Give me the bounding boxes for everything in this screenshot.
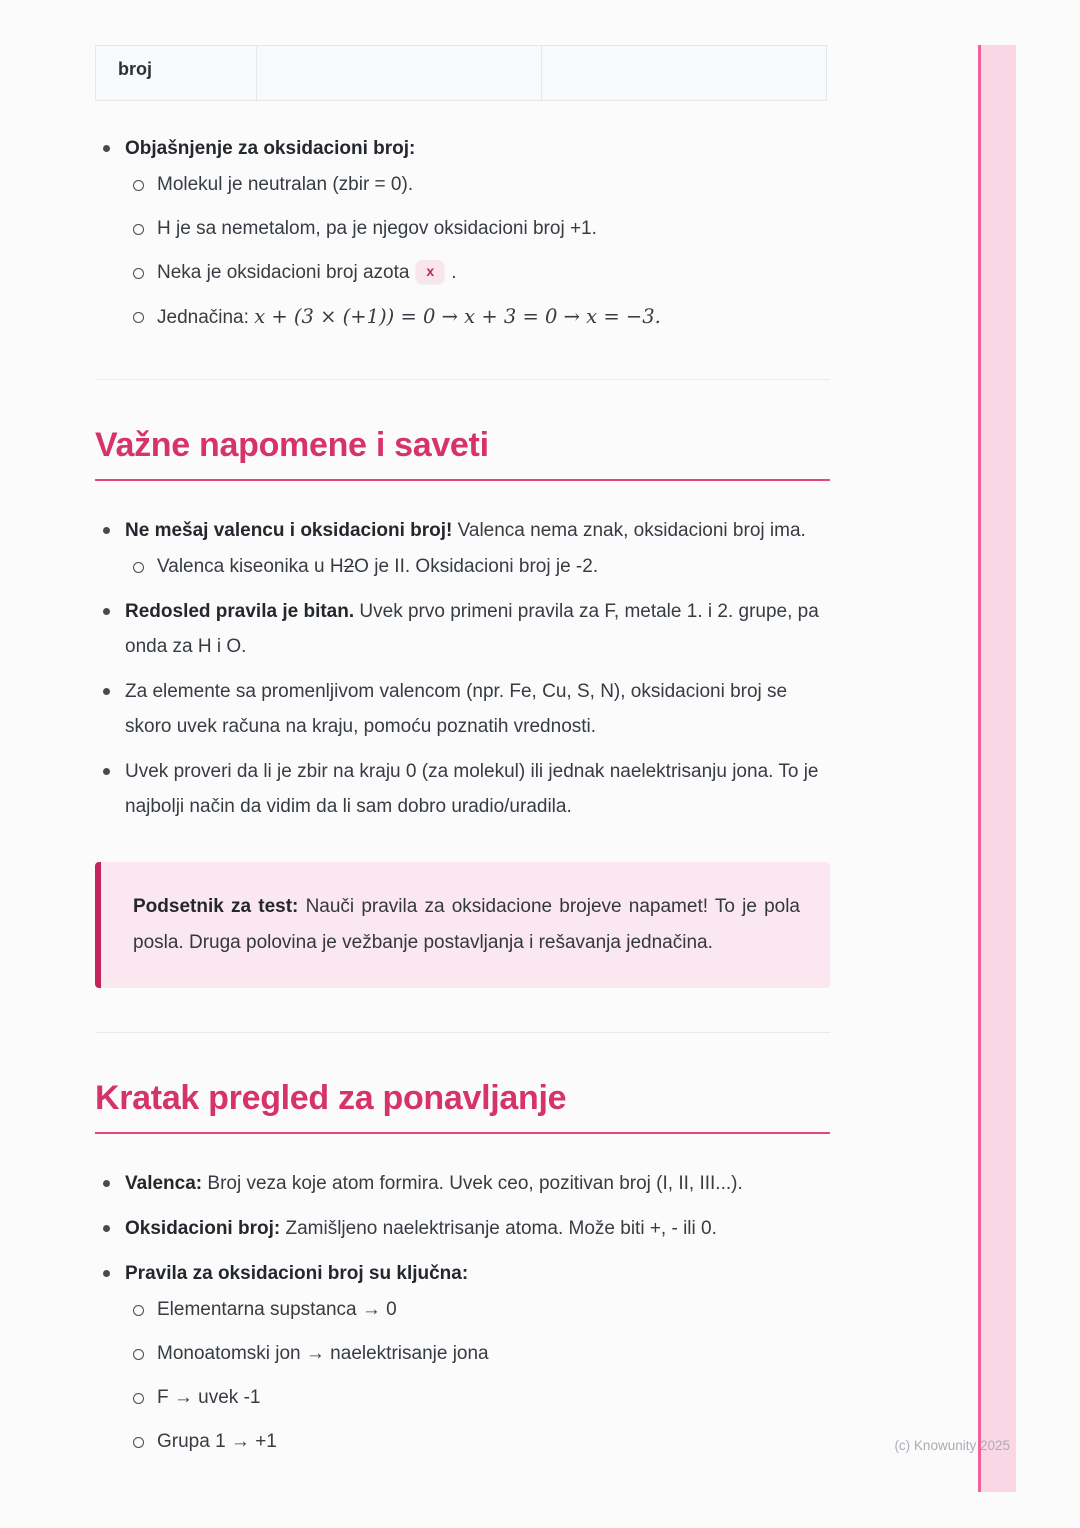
list-item	[125, 1336, 830, 1371]
list-item	[125, 1424, 830, 1459]
list-item-text: Monoatomski jon → naelektrisanje jona	[157, 1343, 489, 1364]
explanation-list	[95, 131, 830, 335]
notes-sublist	[125, 549, 830, 584]
list-item	[95, 1256, 830, 1459]
list-item	[95, 674, 830, 744]
list-item-bold: Pravila za oksidacioni broj su ključna:	[125, 1263, 469, 1284]
list-item	[125, 1292, 830, 1327]
section-divider	[95, 379, 830, 380]
table-cell-label: broj	[118, 59, 152, 79]
list-item-text: Broj veza koje atom formira. Uvek ceo, pozitivan broj (I, II, III...).	[207, 1173, 743, 1194]
list-item	[95, 754, 830, 824]
list-item-text: F → uvek -1	[157, 1387, 261, 1408]
list-item-equation	[125, 299, 830, 335]
list-item-text: H je sa nemetalom, pa je njegov oksidacioni broj +1.	[157, 218, 597, 239]
list-item-text: Valenca kiseonika u H	[157, 556, 344, 577]
x-variable-badge: x	[416, 260, 444, 283]
table-cell-empty	[257, 46, 542, 101]
explanation-title: Objašnjenje za oksidacioni broj:	[125, 138, 416, 159]
callout-title: Podsetnik za test:	[133, 896, 299, 917]
list-item-bold: Oksidacioni broj:	[125, 1218, 281, 1239]
notes-list	[95, 513, 830, 824]
list-item-explanation-title	[95, 131, 830, 335]
list-item-text: Zamišljeno naelektrisanje atoma. Može biti +, - ili 0.	[285, 1218, 717, 1239]
list-item-text: Valenca nema znak, oksidacioni broj ima.	[457, 520, 806, 541]
list-item-text: .	[451, 262, 457, 283]
section-heading-pregled: Kratak pregled za ponavljanje	[95, 1079, 830, 1134]
list-item	[95, 594, 830, 664]
equation-label: Jednačina:	[157, 307, 249, 328]
table-fragment	[95, 45, 827, 101]
list-item-text: Molekul je neutralan (zbir = 0).	[157, 174, 414, 195]
table-cell-broj	[96, 46, 257, 101]
list-item-text: Grupa 1 → +1	[157, 1431, 277, 1452]
callout-reminder	[95, 862, 830, 988]
list-item	[125, 167, 830, 202]
table-cell-empty	[542, 46, 827, 101]
list-item-bold: Ne mešaj valencu i oksidacioni broj!	[125, 520, 453, 541]
list-item	[95, 513, 830, 584]
table-row	[96, 46, 827, 101]
list-item-text: Za elemente sa promenljivom valencom (npr. Fe, Cu, S, N), oksidacioni broj se skoro uvek računa na kraju, pomoću poznatih vrednosti.	[125, 681, 788, 737]
list-item-bold: Valenca:	[125, 1173, 203, 1194]
list-item-text: Elementarna supstanca → 0	[157, 1299, 397, 1320]
list-item-text: Uvek prvo primeni pravila za F, metale 1. i 2. grupe, pa onda za H i O.	[125, 601, 819, 657]
list-item-text: Uvek proveri da li je zbir na kraju 0 (za molekul) ili jednak naelektrisanju jona. To je najbolji način da vidim da li sam dobro uradio/uradila.	[125, 761, 819, 817]
list-item	[95, 1211, 830, 1246]
explanation-sublist	[125, 167, 830, 335]
list-item	[95, 1166, 830, 1201]
page-edge-decoration	[978, 45, 1016, 1492]
list-item-azot	[125, 255, 830, 290]
list-item-bold: Redosled pravila je bitan.	[125, 601, 355, 622]
section-divider	[95, 1032, 830, 1033]
list-item	[125, 1380, 830, 1415]
equation-expression: x + (3 × (+1)) = 0 → x + 3 = 0 → x = −3.	[254, 305, 661, 328]
copyright-watermark: (c) Knowunity 2025	[894, 1438, 1010, 1453]
subscript-struck-2: 2	[343, 556, 355, 577]
content-column	[95, 0, 830, 1469]
section-heading-napomene: Važne napomene i saveti	[95, 426, 830, 481]
list-item-text: O je II. Oksidacioni broj je -2.	[354, 556, 599, 577]
list-item-text: Neka je oksidacioni broj azota	[157, 262, 410, 283]
list-item-h2o	[125, 549, 830, 584]
review-list	[95, 1166, 830, 1459]
review-sublist	[125, 1292, 830, 1459]
callout-text: Nauči pravila za oksidacione brojeve napamet! To je pola posla. Druga polovina je vežbanje postavljanja i rešavanja jednačina.	[133, 896, 801, 953]
list-item	[125, 211, 830, 246]
